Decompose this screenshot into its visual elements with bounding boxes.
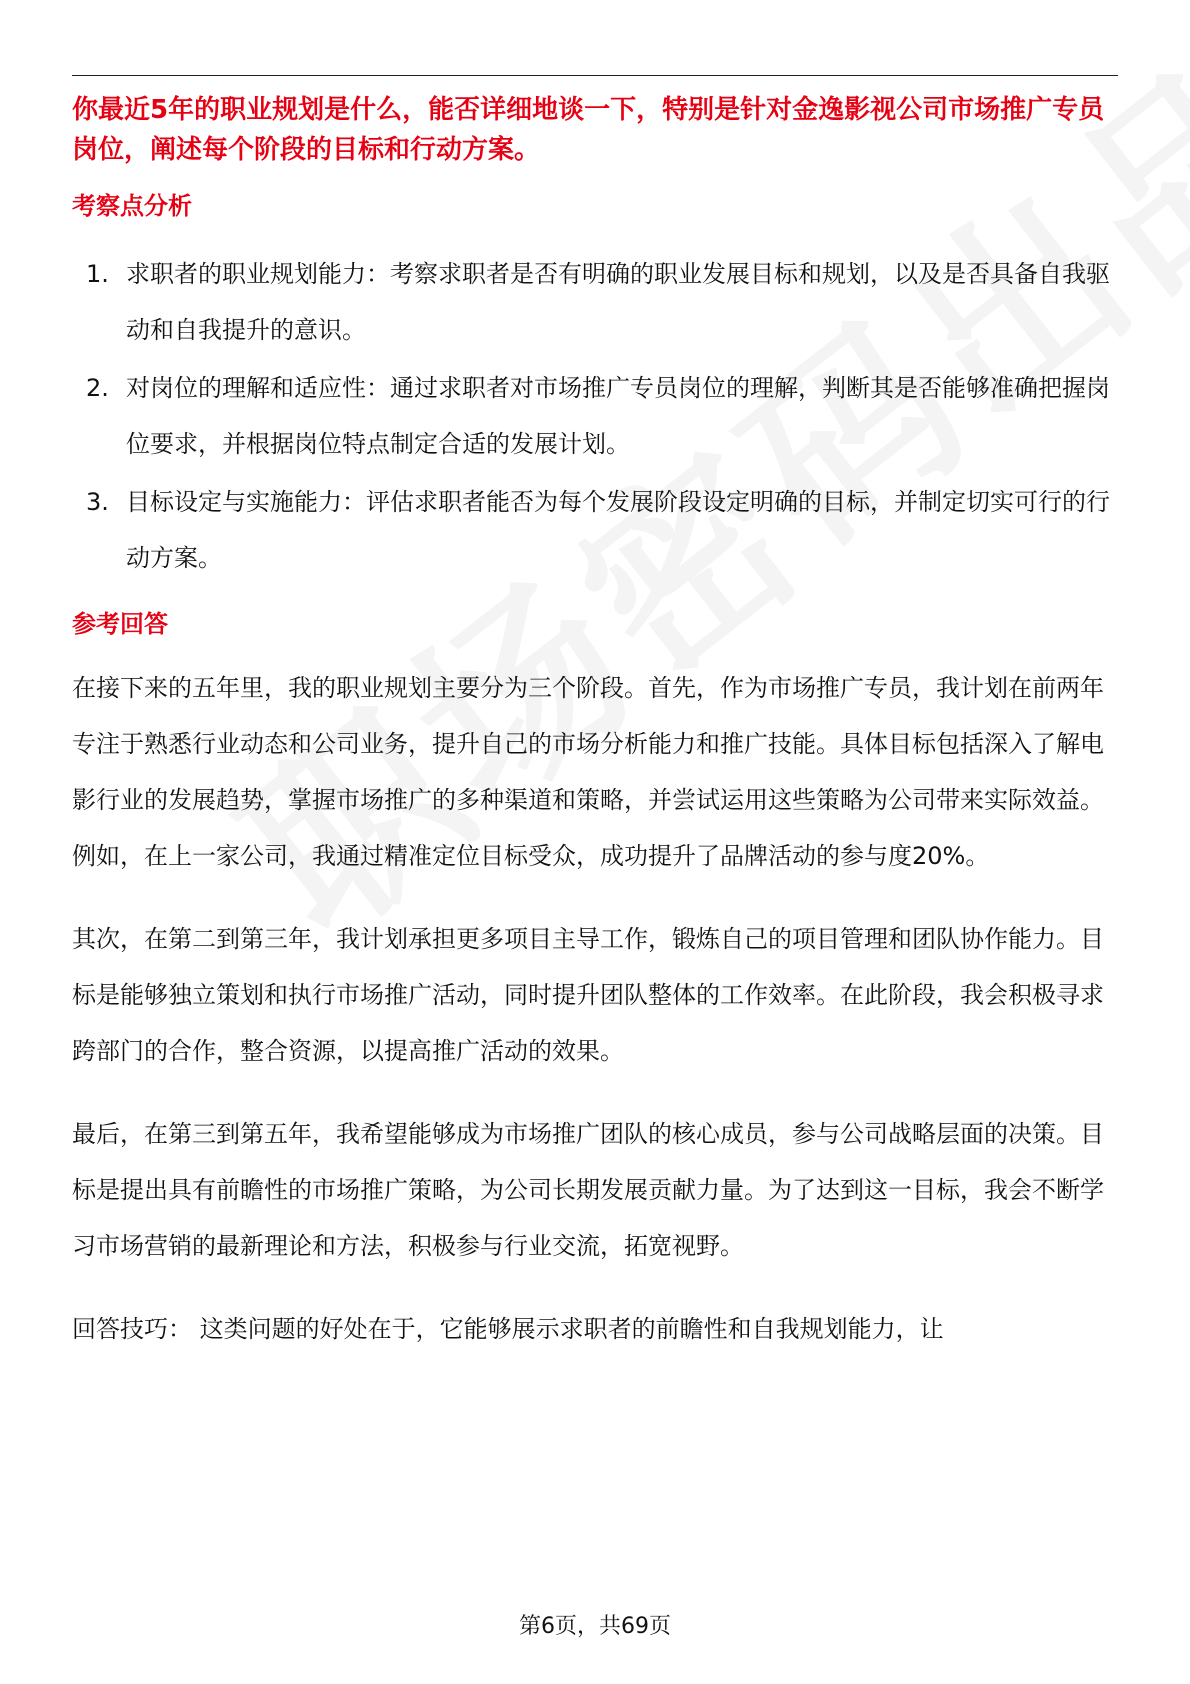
analysis-item-text: 求职者的职业规划能力：考察求职者是否有明确的职业发展目标和规划，以及是否具备自我驱动和自我提升的意识。: [126, 260, 1110, 344]
analysis-heading: 考察点分析: [72, 192, 192, 220]
analysis-item-number: 2.: [86, 374, 109, 402]
analysis-item: [72, 360, 1118, 472]
analysis-item-number: 3.: [86, 488, 109, 516]
answer-paragraph: 其次，在第二到第三年，我计划承担更多项目主导工作，锻炼自己的项目管理和团队协作能力。目标是能够独立策划和执行市场推广活动，同时提升团队整体的工作效率。在此阶段，我会积极寻求跨部门的合作，整合资源，以提高推广活动的效果。: [72, 925, 1104, 1065]
analysis-list: [72, 246, 1118, 586]
top-rule: [72, 75, 1118, 76]
question-title: 你最近5年的职业规划是什么，能否详细地谈一下，特别是针对金逸影视公司市场推广专员岗位，阐述每个阶段的目标和行动方案。: [72, 95, 1105, 165]
analysis-item: [72, 246, 1118, 358]
analysis-item-text: 目标设定与实施能力：评估求职者能否为每个发展阶段设定明确的目标，并制定切实可行的行动方案。: [126, 488, 1110, 572]
answer-paragraph: 最后，在第三到第五年，我希望能够成为市场推广团队的核心成员，参与公司战略层面的决策。目标是提出具有前瞻性的市场推广策略，为公司长期发展贡献力量。为了达到这一目标，我会不断学习市场营销的最新理论和方法，积极参与行业交流，拓宽视野。: [72, 1120, 1104, 1260]
content: [72, 90, 1118, 1357]
analysis-item-text: 对岗位的理解和适应性：通过求职者对市场推广专员岗位的理解，判断其是否能够准确把握岗位要求，并根据岗位特点制定合适的发展计划。: [126, 374, 1110, 458]
answer-tips-paragraph: 回答技巧： 这类问题的好处在于，它能够展示求职者的前瞻性和自我规划能力，让: [72, 1315, 944, 1343]
answer-paragraph: 在接下来的五年里，我的职业规划主要分为三个阶段。首先，作为市场推广专员，我计划在前两年专注于熟悉行业动态和公司业务，提升自己的市场分析能力和推广技能。具体目标包括深入了解电影行业的发展趋势，掌握市场推广的多种渠道和策略，并尝试运用这些策略为公司带来实际效益。例如，在上一家公司，我通过精准定位目标受众，成功提升了品牌活动的参与度20%。: [72, 674, 1104, 870]
page-number-footer: 第6页，共69页: [519, 1614, 671, 1639]
analysis-item-number: 1.: [86, 260, 109, 288]
analysis-item: [72, 474, 1118, 586]
answer-heading: 参考回答: [72, 610, 168, 638]
